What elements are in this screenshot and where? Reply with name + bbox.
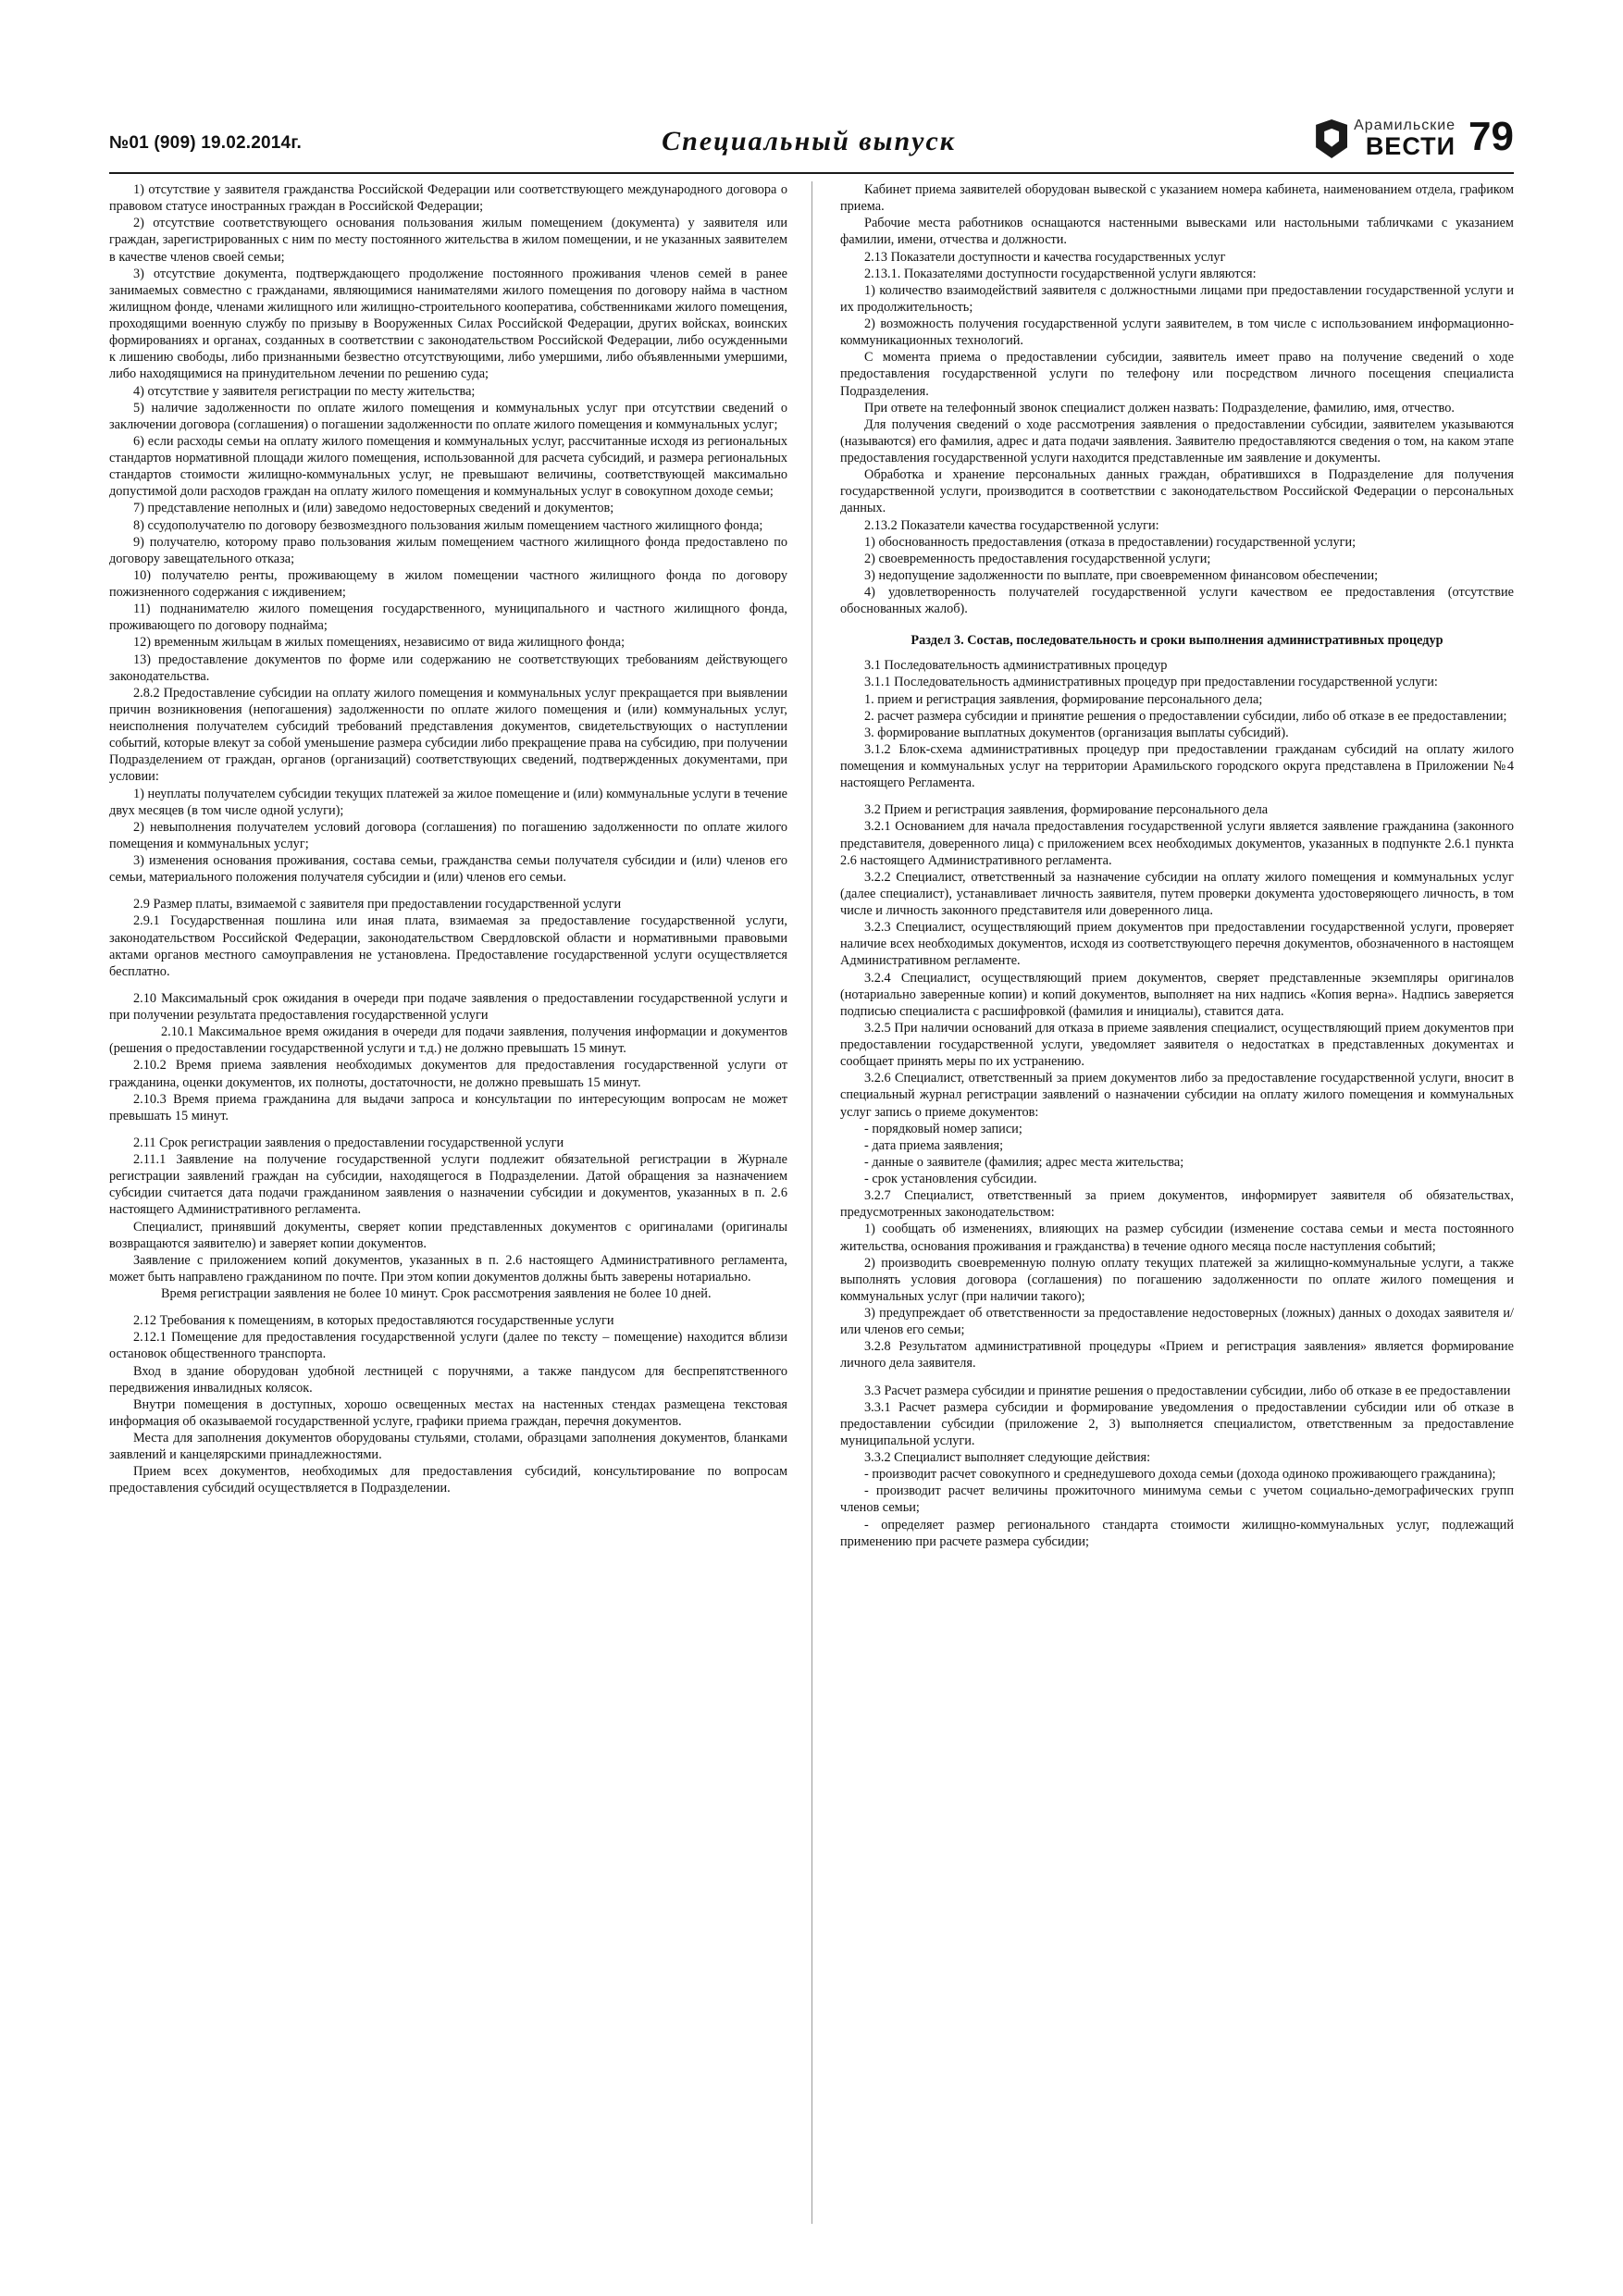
paragraph: 11) поднанимателю жилого помещения государственного, муниципального и частного жилищного фонда, проживающего по договору поднайма; bbox=[109, 602, 787, 634]
paragraph: Обработка и хранение персональных данных граждан, обратившихся в Подразделение для получения государственной услуги, производится в соответствии с законодательством Российской Федерации о персональных данных. bbox=[840, 467, 1514, 516]
page-number: 79 bbox=[1468, 114, 1514, 159]
paragraph: 2.10.2 Время приема заявления необходимых документов для предоставления государственной услуги от гражданина, оценки документов, их полноты, достаточности, не должно превышать 15 минут. bbox=[109, 1058, 787, 1090]
paragraph: 2. расчет размера субсидии и принятие решения о предоставлении субсидии, либо об отказе в ее предоставлении; bbox=[864, 708, 1507, 724]
paragraph: Кабинет приема заявителей оборудован вывеской с указанием номера кабинета, наименованием отдела, графиком приема. bbox=[840, 182, 1514, 215]
paragraph: 2.8.2 Предоставление субсидии на оплату жилого помещения и коммунальных услуг прекращается при выявлении причин возникновения (непогашения) задолженности по оплате жилого помещения и (или) коммунальных услуг, неисполнения получателем субсидий требований представления документов, свидетельствующих о наступлении событий, которые влекут за собой уменьшение размера субсидии либо прекращение права на субсидию, при получении Подразделением от граждан, органов (организаций) соответствующих сведений, подтвержденных документами, при условии: bbox=[109, 685, 787, 785]
paragraph: 3.1 Последовательность административных процедур bbox=[864, 658, 1168, 674]
paragraph: 3) предупреждает об ответственности за предоставление недостоверных (ложных) данных о доходах заявителя и/или членов его семьи; bbox=[840, 1306, 1514, 1338]
paragraph: Прием всех документов, необходимых для предоставления субсидий, консультирование по вопросам предоставления субсидий осуществляется в Подразделении. bbox=[109, 1464, 787, 1496]
paragraph: С момента приема о предоставлении субсидии, заявитель имеет право на получение сведений о ходе предоставления государственной услуги по телефону или посредством личного посещения специалиста Подразделения. bbox=[840, 350, 1514, 399]
masthead bbox=[0, 100, 1623, 159]
paragraph: 2.9 Размер платы, взимаемой с заявителя при предоставлении государственной услуги bbox=[133, 897, 622, 912]
paragraph: - производит расчет величины прожиточного минимума семьи с учетом социально-демографических групп членов семьи; bbox=[840, 1483, 1514, 1516]
paragraph: - производит расчет совокупного и среднедушевого дохода семьи (дохода одиноко проживающего гражданина); bbox=[864, 1467, 1496, 1483]
paragraph: 1) сообщать об изменениях, влияющих на размер субсидии (изменение состава семьи и места постоянного жительства, основания проживания и гражданства) в течение одного месяца после наступления событий; bbox=[840, 1222, 1514, 1254]
logo-text bbox=[1354, 118, 1456, 159]
paragraph: 3.2 Прием и регистрация заявления, формирование персонального дела bbox=[864, 802, 1269, 818]
paragraph: Места для заполнения документов оборудованы стульями, столами, образцами заполнения документов, бланками заявлений и канцелярскими принадлежностями. bbox=[109, 1431, 787, 1463]
paragraph: 10) получателю ренты, проживающему в жилом помещении частного жилищного фонда по договору пожизненного содержания с иждивением; bbox=[109, 567, 787, 600]
paragraph: 3.2.3 Специалист, осуществляющий прием документов при предоставлении государственной услуги, проверяет наличие всех необходимых документов, исходя из соответствующего перечня документов, обозначенного в настоящем Административном регламенте. bbox=[840, 920, 1514, 969]
paragraph: - определяет размер регионального стандарта стоимости жилищно-коммунальных услуг, подлежащий применению при расчете размера субсидии; bbox=[840, 1517, 1514, 1549]
paragraph: 2.11 Срок регистрации заявления о предоставлении государственной услуги bbox=[133, 1135, 564, 1150]
paragraph: Время регистрации заявления не более 10 минут. Срок рассмотрения заявления не более 10 дней. bbox=[161, 1286, 712, 1301]
paragraph: Вход в здание оборудован удобной лестницей с поручнями, а также пандусом для беспрепятственного передвижения инвалидных колясок. bbox=[109, 1363, 787, 1396]
paragraph: 12) временным жильцам в жилых помещениях, независимо от вида жилищного фонда; bbox=[133, 635, 626, 651]
paragraph: 3) изменения основания проживания, состава семьи, гражданства семьи получателя субсидии и (или) членов его семьи, материального положения получателя субсидии и (или) членов его семьи. bbox=[109, 853, 787, 886]
paragraph: - дата приема заявления; bbox=[864, 1137, 1004, 1153]
paragraph: 3.2.6 Специалист, ответственный за прием документов либо за предоставление государственной услуги, вносит в специальный журнал регистрации заявлений о назначении субсидии на оплату жилого помещения и коммунальных услуг запись о приеме документов: bbox=[840, 1071, 1514, 1120]
paragraph: 2.10.1 Максимальное время ожидания в очереди для подачи заявления, получения информации и документов (решения о предоставлении государственной услуги и т.д.) не должно превышать 15 минут. bbox=[109, 1024, 787, 1057]
right-column bbox=[812, 181, 1514, 2224]
logo-line-1: Арамильские bbox=[1354, 118, 1456, 133]
paragraph: Внутри помещения в доступных, хорошо освещенных местах на настенных стендах размещена текстовая информация об оказываемой государственной услуге, графики приема граждан, перечня документов. bbox=[109, 1396, 787, 1429]
paragraph: 8) ссудополучателю по договору безвозмездного пользования жилым помещением частного жилищного фонда; bbox=[133, 517, 763, 533]
newspaper-logo bbox=[1316, 118, 1456, 159]
coat-of-arms-icon bbox=[1316, 119, 1347, 158]
paragraph: 2.12.1 Помещение для предоставления государственной услуги (далее по тексту – помещение) находится вблизи остановок общественного транспорта. bbox=[109, 1330, 787, 1362]
paragraph: 3.3.2 Специалист выполняет следующие действия: bbox=[864, 1450, 1151, 1465]
paragraph: 1. прием и регистрация заявления, формирование персонального дела; bbox=[864, 691, 1263, 707]
header-divider bbox=[109, 172, 1514, 174]
paragraph: 2.11.1 Заявление на получение государственной услуги подлежит обязательной регистрации в Журнале регистрации заявлений граждан на субсидии, находящегося в Подразделении. Датой обращения за назначением субсидии считается дата подачи гражданином заявления о назначении субсидии и документов, указанных в п. 2.6 настоящего Административного регламента. bbox=[109, 1152, 787, 1218]
issue-line: №01 (909) 19.02.2014г. bbox=[109, 133, 303, 153]
paragraph: 3.2.4 Специалист, осуществляющий прием документов, сверяет представленные экземпляры оригиналов (нотариально заверенные копии) и копий документов, выполняет на них надпись «Копия верна». Надпись заверяется подписью специалиста с расшифровкой (фамилия и инициалы), ставится дата. bbox=[840, 970, 1514, 1019]
paragraph: 2.13.1. Показателями доступности государственной услуги являются: bbox=[864, 266, 1257, 281]
paragraph: 2.9.1 Государственная пошлина или иная плата, взимаемая за предоставление государственной услуги, законодательством Российской Федерации, законодательством Свердловской области и нормативными правовыми актами органов местного самоуправления не установлена. Предоставление государственной услуги осуществляется бесплатно. bbox=[109, 913, 787, 979]
paragraph: 3.2.2 Специалист, ответственный за назначение субсидии на оплату жилого помещения и коммунальных услуг (далее специалист), устанавливает личность заявителя, путем проверки документа удостоверяющего личность, в том числе и личность законного представителя или доверенного лица. bbox=[840, 869, 1514, 918]
paragraph: 3.1.2 Блок-схема административных процедур при предоставлении гражданам субсидий на оплату жилого помещения и коммунальных услуг на территории Арамильского городского округа представлена в Приложении №4 настоящего Регламента. bbox=[840, 741, 1514, 791]
paragraph: 1) обоснованность предоставления (отказа в предоставлении) государственной услуги; bbox=[864, 534, 1357, 550]
paragraph: 2.13 Показатели доступности и качества государственных услуг bbox=[864, 249, 1226, 265]
masthead-right bbox=[1316, 114, 1514, 160]
paragraph: 3.3.1 Расчет размера субсидии и формирование уведомления о предоставлении субсидии или об отказе в предоставлении субсидии (приложение 2, 3) выполняется специалистом, ответственным за предоставление муниципальной услуги. bbox=[840, 1399, 1514, 1448]
paragraph: 5) наличие задолженности по оплате жилого помещения и коммунальных услуг при отсутствии сведений о заключении договора (соглашения) о погашении задолженности по оплате жилого помещения и коммунальных услуг; bbox=[109, 400, 787, 432]
paragraph: 7) представление неполных и (или) заведомо недостоверных сведений и документов; bbox=[133, 501, 614, 516]
paragraph: 3.1.1 Последовательность административных процедур при предоставлении государственной услуги: bbox=[864, 675, 1438, 690]
left-column bbox=[109, 181, 812, 2224]
paragraph: 3.2.7 Специалист, ответственный за прием документов, информирует заявителя об обязательствах, предусмотренных законодательством: bbox=[840, 1188, 1514, 1221]
paragraph: - срок установления субсидии. bbox=[864, 1172, 1037, 1186]
paragraph: Для получения сведений о ходе рассмотрения заявления о предоставлении субсидии, заявителем указываются (называются) его фамилия, адрес и дата подачи заявления. Заявителю предоставляются сведения о том, на каком этапе предоставления государственной услуги находится представленные им заявление и документы. bbox=[840, 416, 1514, 465]
paragraph: 2) отсутствие соответствующего основания пользования жилым помещением (документа) у заявителя или граждан, зарегистрированных с ним по месту постоянного жительства в жилом помещении, и не указанных заявителем в качестве членов своей семьи; bbox=[109, 216, 787, 265]
paragraph: 2.12 Требования к помещениям, в которых предоставляются государственные услуги bbox=[133, 1313, 614, 1329]
paragraph: 2) возможность получения государственной услуги заявителем, в том числе с использованием информационно-коммуникационных технологий. bbox=[840, 316, 1514, 349]
paragraph: Заявление с приложением копий документов, указанных в п. 2.6 настоящего Административного регламента, может быть направлено гражданином по почте. При этом копии документов должны быть заверены нотариально. bbox=[109, 1252, 787, 1285]
paragraph: Специалист, принявший документы, сверяет копии представленных документов с оригиналами (оригиналы возвращаются заявителю) и заверяет копии документов. bbox=[109, 1219, 787, 1251]
paragraph: 6) если расходы семьи на оплату жилого помещения и коммунальных услуг, рассчитанные исходя из региональных стандартов нормативной площади жилого помещения, использованной для расчета субсидий, и размера региональных стандартов стоимости жилищно-коммунальных услуг, не превышают величины, соответствующей максимально допустимой доли расходов граждан на оплату жилого помещения и коммунальных услуг в совокупном доходе семьи; bbox=[109, 433, 787, 500]
paragraph: 2) производить своевременную полную оплату текущих платежей за жилищно-коммунальные услуги, а также выполнять условия договора (соглашения) по погашению задолженности по оплате жилого помещения и коммунальных услуг (при наличии такого); bbox=[840, 1255, 1514, 1304]
paragraph: 2) невыполнения получателем условий договора (соглашения) по погашению задолженности по оплате жилого помещения и коммунальных услуг; bbox=[109, 819, 787, 851]
paragraph: 1) неуплаты получателем субсидии текущих платежей за жилое помещение и (или) коммунальные услуги в течение двух месяцев (в том числе одной услуги); bbox=[109, 786, 787, 818]
paragraph: 4) отсутствие у заявителя регистрации по месту жительства; bbox=[133, 383, 476, 399]
logo-line-2: ВЕСТИ bbox=[1365, 132, 1456, 160]
paragraph: 2.10.3 Время приема гражданина для выдачи запроса и консультации по интересующим вопросам не может превышать 15 минут. bbox=[109, 1091, 787, 1123]
paragraph: - данные о заявителе (фамилия; адрес места жительства; bbox=[864, 1154, 1184, 1170]
paragraph: 4) удовлетворенность получателей государственной услуги качеством ее предоставления (отсутствие обоснованных жалоб). bbox=[840, 585, 1514, 617]
paragraph: При ответе на телефонный звонок специалист должен назвать: Подразделение, фамилию, имя, отчество. bbox=[864, 400, 1455, 416]
paragraph: 2.10 Максимальный срок ожидания в очереди при подаче заявления о предоставлении государственной услуги и при получении результата предоставления государственной услуги bbox=[109, 990, 787, 1023]
paragraph: Рабочие места работников оснащаются настенными вывесками или настольными табличками с указанием фамилии, имени, отчества и должности. bbox=[840, 216, 1514, 248]
paragraph: 1) отсутствие у заявителя гражданства Российской Федерации или соответствующего международного договора о правовом статусе иностранных граждан в Российской Федерации; bbox=[109, 182, 787, 215]
paragraph: 3) отсутствие документа, подтверждающего продолжение постоянного проживания членов семей в ранее занимаемых совместно с гражданами, являющимися нанимателями жилого помещения по договору найма в частном жилищном фонде, членами жилищного или жилищно-строительного кооператива, собственниками жилого помещения, проходящими военную службу по призыву в Вооруженных Силах Российской Федерации, других войсках, воинских формированиях и органах, созданных в соответствии с законодательством Российской Федерации, либо осужденными к лишению свободы, либо признанными безвестно отсутствующими, либо умершими, либо объявленными умершими, либо находящимися на принудительном лечении по решению суда; bbox=[109, 266, 787, 382]
section-heading: Раздел 3. Состав, последовательность и сроки выполнения административных процедур bbox=[911, 633, 1443, 649]
paragraph: 2) своевременность предоставления государственной услуги; bbox=[864, 551, 1211, 566]
paragraph: 3.2.5 При наличии оснований для отказа в приеме заявления специалист, осуществляющий прием документов при предоставлении государственной услуги, уведомляет заявителя о недостатках в представленных документах и сообщает принять меры по их устранению. bbox=[840, 1020, 1514, 1070]
paragraph: 3.3 Расчет размера субсидии и принятие решения о предоставлении субсидии, либо об отказе в ее предоставлении bbox=[864, 1383, 1511, 1398]
paragraph: 1) количество взаимодействий заявителя с должностными лицами при предоставлении государственной услуги и их продолжительность; bbox=[840, 282, 1514, 315]
paragraph: 13) предоставление документов по форме или содержанию не соответствующих требованиям действующего законодательства. bbox=[109, 652, 787, 684]
paragraph: - порядковый номер записи; bbox=[864, 1121, 1022, 1136]
paragraph: 2.13.2 Показатели качества государственной услуги: bbox=[864, 517, 1159, 533]
paragraph: 3.2.1 Основанием для начала предоставления государственной услуги является заявление гражданина (законного представителя, доверенного лица) с приложением всех необходимых документов, указанных в подпункте 2.6.1 пункта 2.6 настоящего Административного регламента. bbox=[840, 819, 1514, 868]
paragraph: 3. формирование выплатных документов (организация выплаты субсидий). bbox=[864, 725, 1289, 740]
paragraph: 3.2.8 Результатом административной процедуры «Прием и регистрация заявления» является формирование личного дела заявителя. bbox=[840, 1339, 1514, 1371]
page-title: Специальный выпуск bbox=[662, 126, 957, 156]
paragraph: 3) недопущение задолженности по выплате, при своевременном финансовом обеспечении; bbox=[864, 567, 1379, 583]
paragraph: 9) получателю, которому право пользования жилым помещением частного жилищного фонда предоставлено по договору завещательного отказа; bbox=[109, 534, 787, 566]
body-columns bbox=[109, 181, 1514, 2224]
